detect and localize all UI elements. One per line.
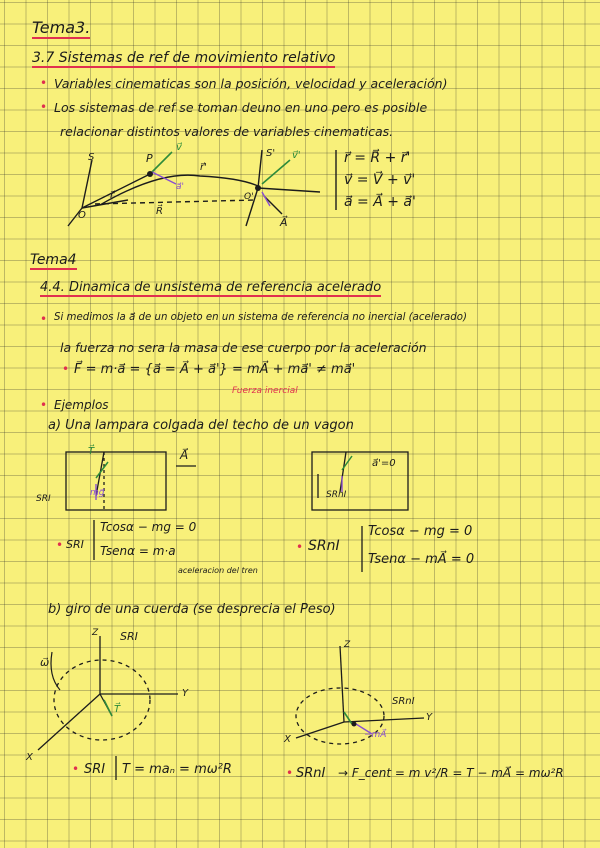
bullet-icon: • bbox=[40, 100, 48, 114]
label-R: R⃗ bbox=[156, 206, 163, 217]
label-b-x: X bbox=[26, 752, 33, 763]
tema3-title: Tema3. bbox=[32, 18, 91, 37]
label-a-prime-zero: a⃗'=0 bbox=[372, 458, 396, 469]
srni-equation-1: Tcosα − mg = 0 bbox=[368, 524, 473, 539]
label-b2-y: Y bbox=[426, 712, 433, 723]
label-b-T: T⃗ bbox=[114, 704, 121, 715]
label-b2-x: X bbox=[284, 734, 291, 745]
bullet-icon: • bbox=[286, 766, 294, 780]
label-b-y: Y bbox=[182, 688, 189, 699]
bullet-icon: • bbox=[62, 362, 70, 376]
sri-label: SRI bbox=[66, 538, 84, 551]
label-wagon-mg: mg⃗ bbox=[90, 488, 105, 498]
tema3-line3: relacionar distintos valores de variables cinematicas. bbox=[60, 124, 394, 139]
label-v-prime: v⃗' bbox=[292, 150, 301, 161]
label-p: P bbox=[146, 152, 153, 165]
label-wagon-sri: SRI bbox=[36, 494, 51, 504]
label-b-srni: SRnI bbox=[392, 696, 415, 707]
srni-label: SRnI bbox=[308, 538, 340, 554]
label-s: S bbox=[88, 152, 95, 163]
bullet-icon: • bbox=[40, 76, 48, 90]
b-sri-equation: T = maₙ = mω²R bbox=[122, 762, 232, 777]
wagon-vectors bbox=[96, 456, 352, 478]
label-wagon-srni: SRnI bbox=[326, 490, 347, 500]
example-b-heading: b) giro de una cuerda (se desprecia el Peso) bbox=[48, 602, 336, 617]
label-b-mA: −mA⃗ bbox=[364, 730, 387, 740]
label-v: v⃗ bbox=[176, 142, 182, 153]
tema4-line1: Si medimos la a⃗ de un objeto en un sistema de referencia no inercial (acelerado) bbox=[54, 312, 467, 323]
label-b2-z: Z bbox=[344, 640, 351, 650]
b-sri-label: SRI bbox=[84, 762, 106, 777]
label-A: A⃗ bbox=[280, 216, 288, 229]
bullet-icon: • bbox=[40, 398, 48, 412]
tema3-line1: Variables cinematicas son la posición, velocidad y aceleración) bbox=[54, 76, 448, 91]
label-a-prime: a⃗' bbox=[176, 182, 184, 192]
label-r: r⃗ bbox=[110, 190, 115, 201]
tema4-line2: la fuerza no sera la masa de ese cuerpo por la aceleración bbox=[60, 340, 427, 355]
b-srni-equation: → F_cent = m v²/R = T − mA⃗ = mω²R bbox=[338, 766, 564, 780]
srni-equation-2: Tsenα − mA⃗ = 0 bbox=[368, 552, 475, 567]
tema3-line2: Los sistemas de ref se toman deuno en uno pero es posible bbox=[54, 100, 428, 115]
bullet-icon: • bbox=[56, 538, 64, 552]
relation-eq-acceleration: a⃗ = A⃗ + a⃗' bbox=[344, 194, 416, 210]
sri-equation-1: Tcosα − mg = 0 bbox=[100, 520, 197, 534]
label-r-prime: r⃗' bbox=[200, 162, 207, 173]
tema4-title: Tema4 bbox=[30, 252, 77, 268]
point-p bbox=[147, 171, 153, 177]
label-o-prime: O' bbox=[244, 192, 254, 202]
bullet-icon: • bbox=[72, 762, 80, 776]
label-b-z: Z bbox=[92, 628, 99, 638]
bullet-icon: • bbox=[296, 540, 304, 554]
example-a-heading: a) Una lampara colgada del techo de un vagon bbox=[48, 418, 354, 433]
section-3-7-heading: 3.7 Sistemas de ref de movimiento relativo bbox=[32, 50, 336, 66]
relation-eq-position: r⃗ = R⃗ + r⃗' bbox=[344, 150, 411, 166]
wagon-weights bbox=[96, 476, 342, 500]
inertial-force-equation: F⃗ = m·a⃗ = {a⃗ = A⃗ + a⃗'} = mA⃗ + ma⃗' ≠ ma⃗' bbox=[74, 362, 356, 377]
label-wagon-A: A⃗ bbox=[180, 448, 189, 462]
label-o: O bbox=[78, 210, 86, 221]
rotation-sri-tension bbox=[104, 700, 112, 716]
label-wagon-T: T⃗ bbox=[88, 446, 95, 457]
label-s-prime: S' bbox=[266, 148, 276, 159]
rotation-sri bbox=[38, 636, 178, 750]
mass-point bbox=[352, 722, 357, 727]
b-srni-label: SRnI bbox=[296, 766, 326, 781]
section-4-4-heading: 4.4. Dinamica de unsistema de referencia acelerado bbox=[40, 280, 382, 295]
rotation-srni bbox=[296, 646, 424, 744]
wagon-sri bbox=[66, 452, 196, 510]
label-b-sri: SRI bbox=[120, 630, 138, 643]
bullet-icon: • bbox=[40, 312, 48, 326]
ejemplos-heading: Ejemplos bbox=[54, 398, 109, 412]
inertial-force-note: Fuerza inercial bbox=[232, 386, 298, 396]
omega-arc bbox=[51, 652, 60, 690]
label-b-omega: ω⃗ bbox=[40, 656, 50, 669]
point-o-prime bbox=[255, 185, 261, 191]
sri-note: aceleracion del tren bbox=[178, 566, 258, 575]
sri-equation-2: Tsenα = m·a bbox=[100, 544, 176, 558]
relation-eq-velocity: v⃗ = V⃗ + v⃗' bbox=[344, 172, 416, 188]
